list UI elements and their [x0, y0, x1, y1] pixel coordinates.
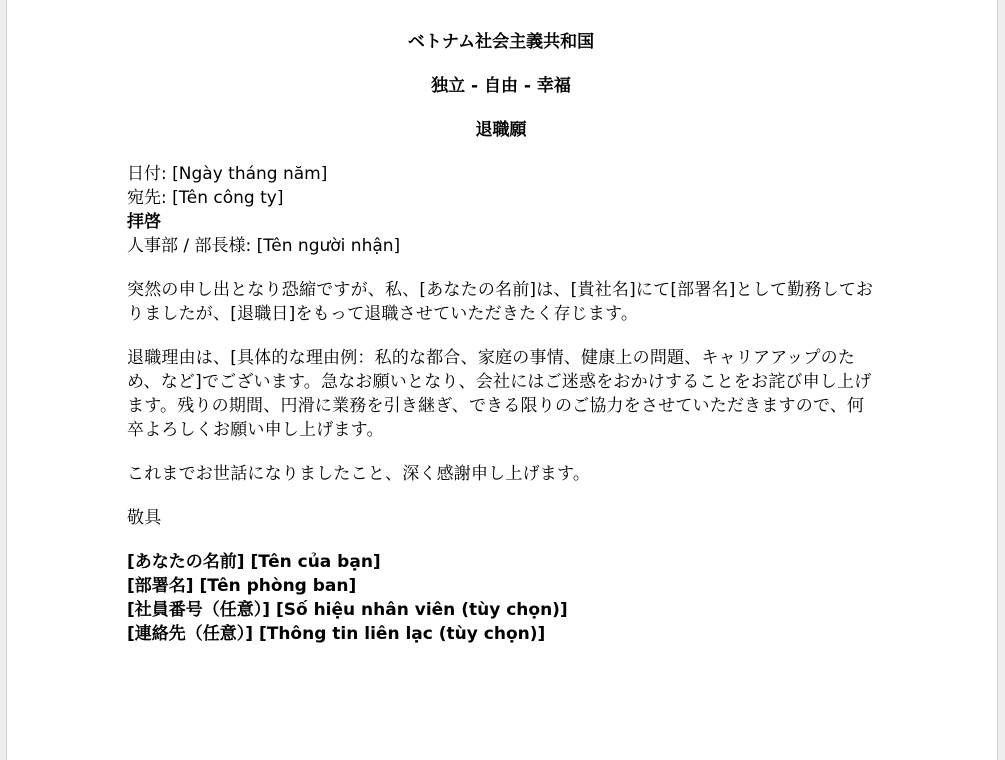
closing-word: 敬具	[127, 508, 162, 528]
paragraph-intro: 突然の申し出となり恐縮ですが、私、[あなたの名前]は、[貴社名]にて[部署名]として勤務しておりましたが、[退職日]をもって退職させていただきたく存じます。	[127, 280, 874, 324]
signature-name: [あなたの名前] [Tên của bạn]	[127, 552, 381, 572]
greeting: 拝啓	[127, 212, 161, 232]
recipient-line: 人事部 / 部長様: [Tên người nhận]	[127, 236, 401, 256]
signature-contact: [連絡先（任意）] [Thông tin liên lạc (tùy chọn)]	[127, 624, 546, 644]
signature-block	[127, 550, 875, 646]
paragraph-thanks: これまでお世話になりましたこと、深く感謝申し上げます。	[127, 464, 591, 484]
document-title: 退職願	[475, 120, 527, 140]
motto-heading: 独立 - 自由 - 幸福	[431, 76, 571, 96]
signature-department: [部署名] [Tên phòng ban]	[127, 576, 357, 596]
signature-employee-id: [社員番号（任意）] [Số hiệu nhân viên (tùy chọn)]	[127, 600, 568, 620]
paragraph-reason: 退職理由は、[具体的な理由例：私的な都合、家庭の事情、健康上の問題、キャリアアップのため、など]でございます。急なお願いとなり、会社にはご迷惑をおかけすることをお詫び申し上げます。残りの期間、円滑に業務を引き継ぎ、できる限りのご協力をさせていただきますので、何卒よろしくお願い申し上げます。	[127, 348, 872, 440]
document-page	[6, 0, 998, 760]
letter-content	[127, 30, 875, 646]
country-heading: ベトナム社会主義共和国	[407, 32, 595, 52]
date-line: 日付: [Ngày tháng năm]	[127, 164, 328, 184]
to-line: 宛先: [Tên công ty]	[127, 188, 284, 208]
